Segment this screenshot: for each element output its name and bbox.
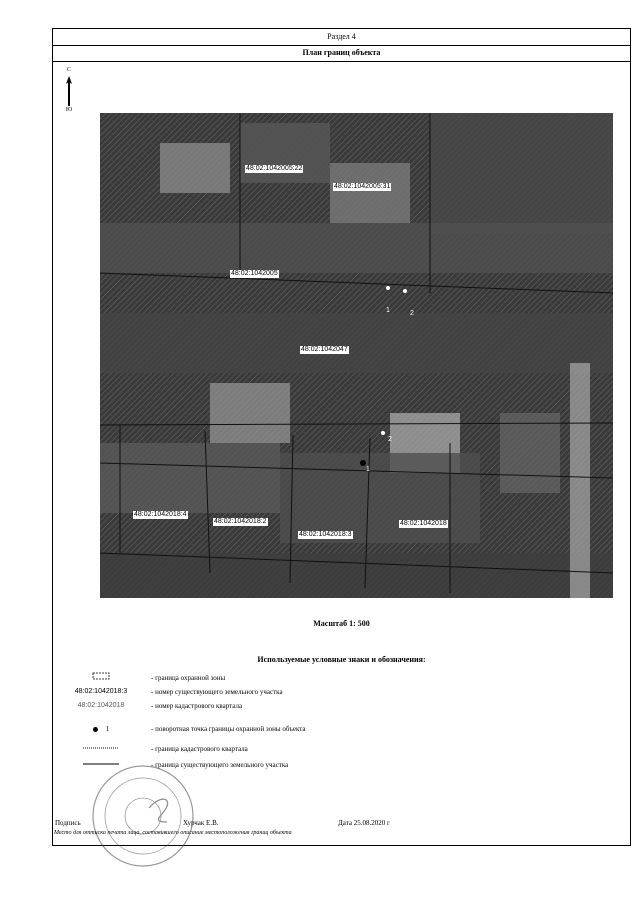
legend-text: - номер кадастрового квартала	[151, 702, 243, 710]
parcel-number-sample: 48:02:1042018:3	[74, 688, 128, 695]
point-label: 1	[366, 466, 370, 473]
quarter-label: 48:02:1042047	[301, 346, 348, 353]
signature-date: Дата 25.08.2020 г	[338, 819, 390, 827]
compass	[63, 67, 75, 115]
point-label: 2	[410, 310, 414, 317]
dotted-line-icon	[83, 745, 119, 751]
quarter-boundary-symbol	[53, 743, 149, 755]
page-title: План границ объекта	[53, 45, 630, 62]
legend-text: - граница существующего земельного участка	[151, 761, 289, 769]
aerial-map	[100, 113, 613, 598]
legend-text: - граница кадастрового квартала	[151, 745, 248, 753]
hatched-boundary-icon	[92, 672, 110, 680]
point-label: 1	[386, 307, 390, 314]
quarter-label: 48:02:1042018	[400, 520, 447, 527]
seal-footnote: Место для оттиска печати лица, составившего описание местоположения границ объекта	[54, 830, 292, 836]
legend-item	[53, 723, 632, 735]
legend-item	[53, 672, 632, 684]
legend-text: - граница охранной зоны	[151, 674, 226, 682]
compass-north-label: С	[66, 67, 71, 73]
legend-text: - поворотная точка границы охранной зоны объекта	[151, 725, 306, 733]
legend-item	[53, 743, 632, 755]
point-label: 2	[388, 436, 392, 443]
parcel-label: 48:02:1042018:2	[214, 518, 267, 525]
north-arrow-icon	[65, 76, 73, 106]
map-scale: Масштаб 1: 500	[313, 619, 370, 628]
legend-item	[53, 700, 632, 712]
quarter-number-sample: 48:02:1042018	[77, 702, 125, 709]
legend-title: Используемые условные знаки и обозначения:	[257, 655, 426, 664]
point-dot-icon	[93, 727, 98, 732]
parcel-label: 48:02:1042005:22	[246, 165, 303, 172]
turning-point-symbol: 1	[53, 723, 149, 735]
legend-text: - номер существующего земельного участка	[151, 688, 283, 696]
document-frame	[52, 28, 631, 846]
parcel-label: 48:02:1042018:4	[134, 511, 187, 518]
parcel-label: 48:02:1042018:3	[299, 531, 352, 538]
section-header: Раздел 4	[53, 29, 630, 46]
parcel-label: 48:02:1042005:31	[334, 183, 391, 190]
zone-boundary-symbol	[53, 672, 149, 684]
legend-item	[53, 686, 632, 698]
quarter-label: 48:02:1042005	[231, 270, 278, 277]
signature-label: Подпись	[55, 819, 81, 827]
compass-south-label: Ю	[65, 107, 73, 113]
seal-stamp-icon	[91, 764, 195, 868]
signer-name: Хурчак Е.В.	[183, 819, 219, 827]
